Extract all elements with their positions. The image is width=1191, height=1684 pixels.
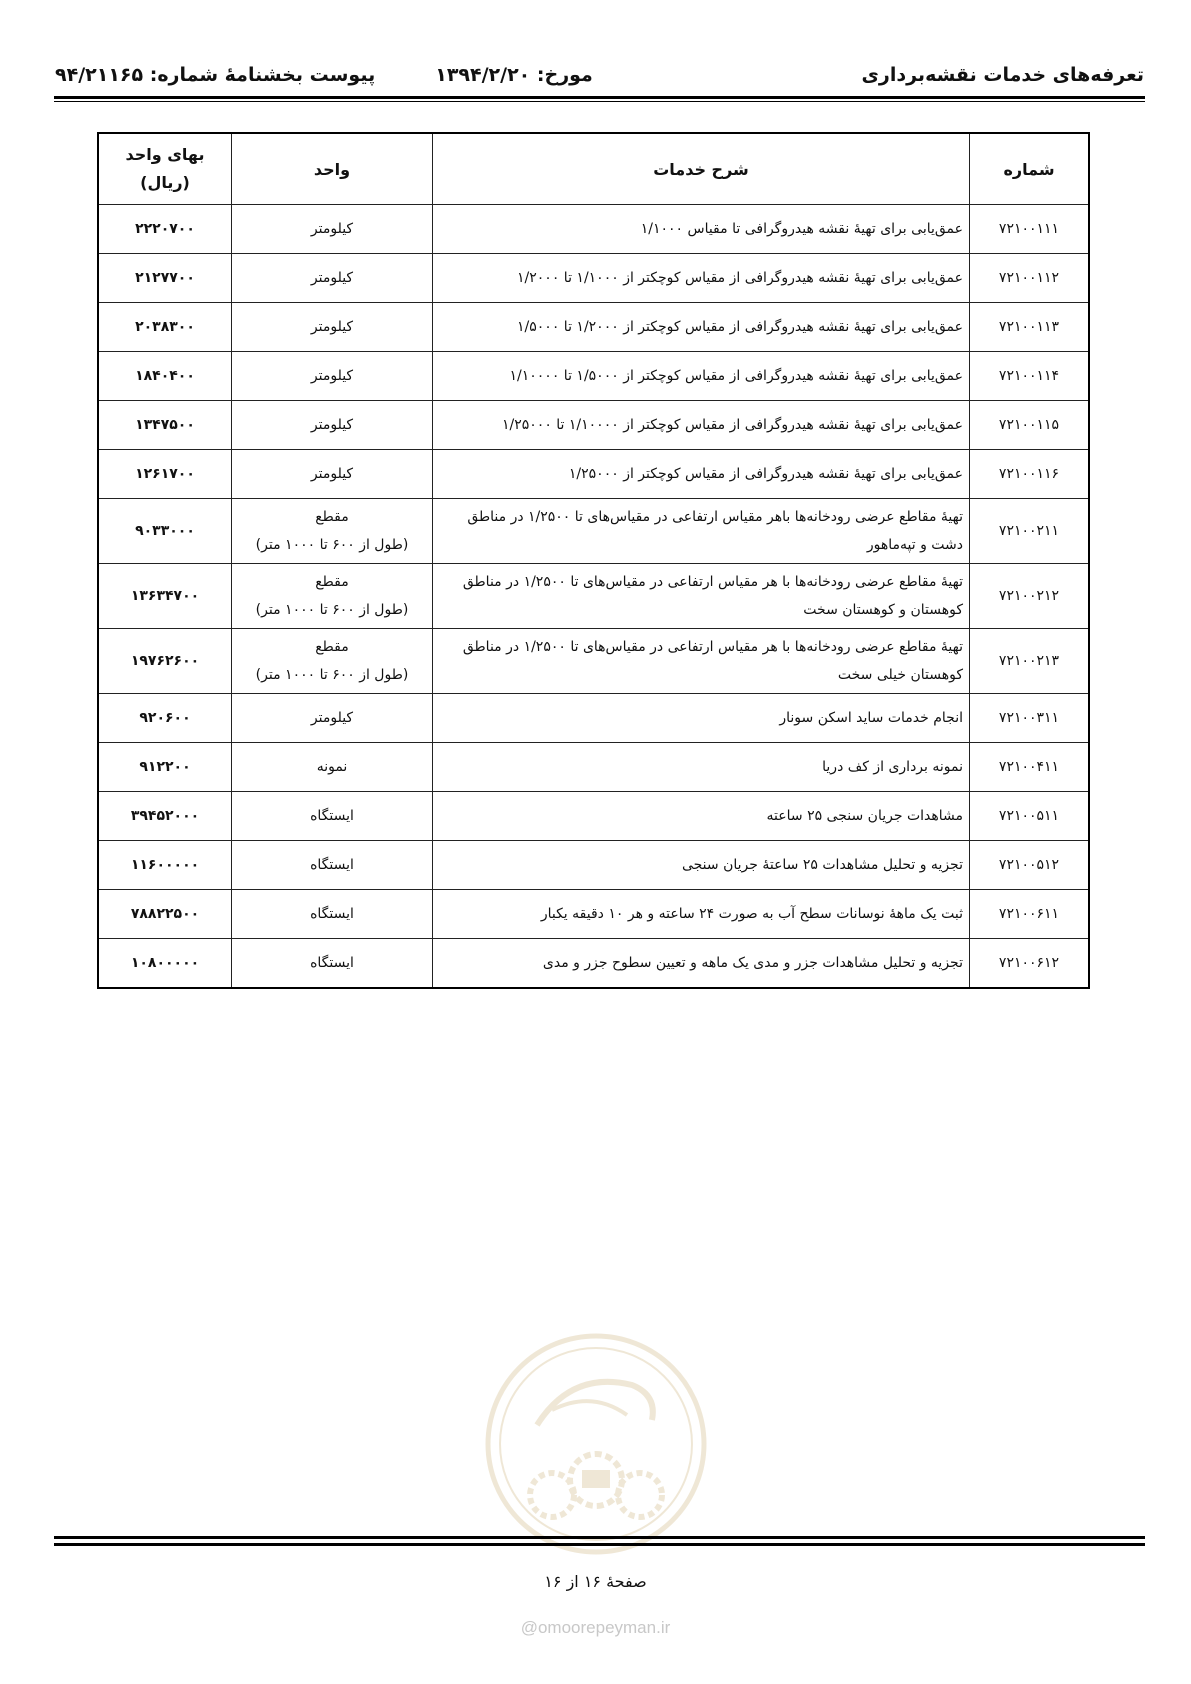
cell-description: عمق‌یابی برای تهیهٔ نقشه هیدروگرافی از مقیاس کوچکتر از ۱/۱۰۰۰۰ تا ۱/۲۵۰۰۰: [433, 401, 970, 450]
tariff-table: [97, 132, 1090, 989]
table-row: [98, 450, 1089, 499]
table-row: [98, 564, 1089, 629]
page-number: صفحهٔ ۱۶ از ۱۶: [544, 1572, 647, 1591]
cell-price: ۱۳۶۳۴۷۰۰: [98, 564, 232, 629]
cell-price: ۹۰۳۳۰۰۰: [98, 499, 232, 564]
watermark-text: @omoorepeyman.ir: [520, 1618, 671, 1637]
cell-unit-label: ایستگاه: [310, 906, 354, 922]
cell-description: مشاهدات جریان سنجی ۲۵ ساعته: [433, 792, 970, 841]
cell-unit: [232, 352, 433, 401]
cell-unit-label: کیلومتر: [310, 417, 354, 433]
cell-unit-label: کیلومتر: [310, 368, 354, 384]
cell-unit: [232, 564, 433, 629]
cell-unit-note: (طول از ۶۰۰ تا ۱۰۰۰ متر): [255, 537, 409, 553]
table-row: [98, 890, 1089, 939]
header-date: مورخ: ۱۳۹۴/۲/۲۰: [435, 64, 593, 86]
table-row: [98, 303, 1089, 352]
cell-description: عمق‌یابی برای تهیهٔ نقشه هیدروگرافی از مقیاس کوچکتر از ۱/۲۵۰۰۰: [433, 450, 970, 499]
header-rule-thin: [54, 101, 1145, 102]
cell-description: تهیهٔ مقاطع عرضی رودخانه‌ها با هر مقیاس ارتفاعی در مقیاس‌های تا ۱/۲۵۰۰ در مناطق کوهستان خیلی سخت: [433, 629, 970, 694]
table-header-row: [98, 133, 1089, 205]
table-row: [98, 841, 1089, 890]
cell-unit-label: کیلومتر: [310, 466, 354, 482]
table-row: [98, 629, 1089, 694]
cell-code: ۷۲۱۰۰۱۱۶: [970, 450, 1090, 499]
cell-price: ۱۲۶۱۷۰۰: [98, 450, 232, 499]
cell-description: ثبت یک ماههٔ نوسانات سطح آب به صورت ۲۴ ساعته و هر ۱۰ دقیقه یکبار: [433, 890, 970, 939]
cell-code: ۷۲۱۰۰۶۱۱: [970, 890, 1090, 939]
cell-code: ۷۲۱۰۰۲۱۱: [970, 499, 1090, 564]
cell-unit-label: کیلومتر: [310, 710, 354, 726]
cell-unit-label: نمونه: [316, 759, 348, 775]
col-header-price: [98, 133, 232, 205]
cell-description: عمق‌یابی برای تهیهٔ نقشه هیدروگرافی از مقیاس کوچکتر از ۱/۱۰۰۰ تا ۱/۲۰۰۰: [433, 254, 970, 303]
cell-unit-label: ایستگاه: [310, 808, 354, 824]
footer-rule-1: [54, 1536, 1145, 1539]
cell-unit: [232, 401, 433, 450]
cell-code: ۷۲۱۰۰۵۱۲: [970, 841, 1090, 890]
col-header-desc: شرح خدمات: [433, 133, 970, 205]
cell-unit: [232, 205, 433, 254]
cell-price: ۷۸۸۲۲۵۰۰: [98, 890, 232, 939]
cell-price: ۹۲۰۶۰۰: [98, 694, 232, 743]
cell-price: ۱۱۶۰۰۰۰۰: [98, 841, 232, 890]
cell-description: انجام خدمات ساید اسکن سونار: [433, 694, 970, 743]
cell-unit-label: ایستگاه: [310, 955, 354, 971]
cell-unit-label: مقطع: [315, 639, 349, 655]
cell-description: عمق‌یابی برای تهیهٔ نقشه هیدروگرافی از مقیاس کوچکتر از ۱/۲۰۰۰ تا ۱/۵۰۰۰: [433, 303, 970, 352]
cell-unit: [232, 743, 433, 792]
cell-code: ۷۲۱۰۰۴۱۱: [970, 743, 1090, 792]
footer-rule-2: [54, 1543, 1145, 1546]
cell-unit-note: (طول از ۶۰۰ تا ۱۰۰۰ متر): [255, 602, 409, 618]
table-row: [98, 401, 1089, 450]
cell-unit-label: مقطع: [315, 509, 349, 525]
cell-code: ۷۲۱۰۰۱۱۱: [970, 205, 1090, 254]
header-title: تعرفه‌های خدمات نقشه‌برداری: [861, 64, 1144, 86]
cell-code: ۷۲۱۰۰۳۱۱: [970, 694, 1090, 743]
cell-description: نمونه برداری از کف دریا: [433, 743, 970, 792]
cell-code: ۷۲۱۰۰۲۱۳: [970, 629, 1090, 694]
cell-unit: [232, 841, 433, 890]
table-row: [98, 743, 1089, 792]
cell-price: ۱۸۴۰۴۰۰: [98, 352, 232, 401]
cell-code: ۷۲۱۰۰۱۱۵: [970, 401, 1090, 450]
table-row: [98, 205, 1089, 254]
cell-description: تجزیه و تحلیل مشاهدات ۲۵ ساعتهٔ جریان سنجی: [433, 841, 970, 890]
table-row: [98, 792, 1089, 841]
cell-description: تجزیه و تحلیل مشاهدات جزر و مدی یک ماهه و تعیین سطوح جزر و مدی: [433, 939, 970, 989]
cell-code: ۷۲۱۰۰۲۱۲: [970, 564, 1090, 629]
cell-unit: [232, 499, 433, 564]
cell-price: ۲۱۲۷۷۰۰: [98, 254, 232, 303]
cell-unit: [232, 939, 433, 989]
cell-price: ۱۹۷۶۲۶۰۰: [98, 629, 232, 694]
col-header-code: شماره: [970, 133, 1090, 205]
cell-price: ۲۲۲۰۷۰۰: [98, 205, 232, 254]
cell-description: تهیهٔ مقاطع عرضی رودخانه‌ها با هر مقیاس ارتفاعی در مقیاس‌های تا ۱/۲۵۰۰ در مناطق کوهستان و کوهستان سخت: [433, 564, 970, 629]
cell-code: ۷۲۱۰۰۱۱۲: [970, 254, 1090, 303]
cell-description: عمق‌یابی برای تهیهٔ نقشه هیدروگرافی از مقیاس کوچکتر از ۱/۵۰۰۰ تا ۱/۱۰۰۰۰: [433, 352, 970, 401]
cell-unit: [232, 792, 433, 841]
cell-description: عمق‌یابی برای تهیهٔ نقشه هیدروگرافی تا مقیاس ۱/۱۰۰۰: [433, 205, 970, 254]
page-header: [55, 55, 1144, 95]
cell-price: ۳۹۴۵۲۰۰۰: [98, 792, 232, 841]
table-row: [98, 694, 1089, 743]
cell-unit: [232, 254, 433, 303]
cell-code: ۷۲۱۰۰۱۱۴: [970, 352, 1090, 401]
table-row: [98, 499, 1089, 564]
cell-unit: [232, 629, 433, 694]
cell-code: ۷۲۱۰۰۶۱۲: [970, 939, 1090, 989]
header-attachment: پیوست بخشنامهٔ شماره: ۹۴/۲۱۱۶۵: [55, 64, 376, 86]
cell-price: ۲۰۳۸۳۰۰: [98, 303, 232, 352]
col-header-price-line2: (ریال): [140, 173, 190, 192]
cell-unit: [232, 450, 433, 499]
table-row: [98, 254, 1089, 303]
cell-unit-label: کیلومتر: [310, 221, 354, 237]
header-left-group: [55, 64, 593, 86]
header-rule-thick: [54, 96, 1145, 99]
cell-unit: [232, 303, 433, 352]
cell-unit: [232, 694, 433, 743]
cell-price: ۱۰۸۰۰۰۰۰: [98, 939, 232, 989]
cell-unit-label: ایستگاه: [310, 857, 354, 873]
cell-code: ۷۲۱۰۰۱۱۳: [970, 303, 1090, 352]
cell-description: تهیهٔ مقاطع عرضی رودخانه‌ها باهر مقیاس ارتفاعی در مقیاس‌های تا ۱/۲۵۰۰ در مناطق دشت و تپه‌ماهور: [433, 499, 970, 564]
cell-unit-label: کیلومتر: [310, 270, 354, 286]
cell-price: ۹۱۲۲۰۰: [98, 743, 232, 792]
col-header-price-line1: بهای واحد: [125, 145, 205, 164]
col-header-unit: واحد: [232, 133, 433, 205]
seal-stamp: [482, 1330, 710, 1558]
cell-code: ۷۲۱۰۰۵۱۱: [970, 792, 1090, 841]
cell-unit-label: کیلومتر: [310, 319, 354, 335]
cell-unit-note: (طول از ۶۰۰ تا ۱۰۰۰ متر): [255, 667, 409, 683]
table-row: [98, 352, 1089, 401]
table-row: [98, 939, 1089, 989]
cell-unit: [232, 890, 433, 939]
cell-price: ۱۳۴۷۵۰۰: [98, 401, 232, 450]
cell-unit-label: مقطع: [315, 574, 349, 590]
